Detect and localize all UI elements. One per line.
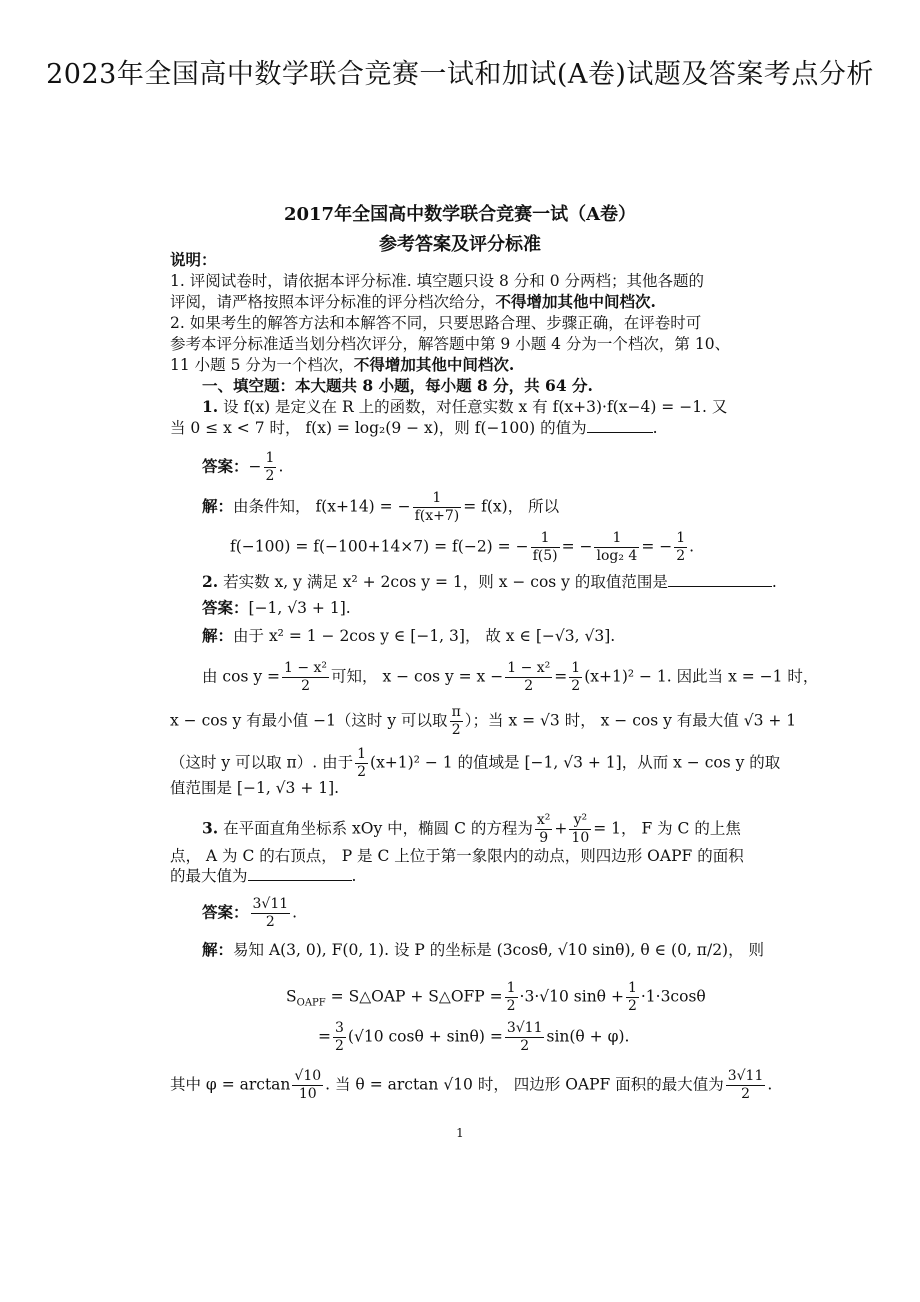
q1-solution-2: f(−100) = f(−100+14×7) = f(−2) = − $\frac{1}{f(5)}$ = − $\frac{1}{\text{log₂ 4}}$ = − $\frac{1}{2}$ . <box>230 530 695 564</box>
q2-solution-2: 由 cos y = $\frac{\text{1 − x²}}{2}$ 可知， x − cos y = x − $\frac{\text{1 − x²}}{2}$ = $\frac{1}{2}$ (x+1)² − 1. 因此当 x = −1 时， <box>202 660 819 694</box>
q3-line-1: 3. 在平面直角坐标系 xOy 中，椭圆 C 的方程为 $\frac{\text{x²}}{9}$ + $\frac{\text{y²}}{10}$ = 1， F 为 C 的上焦 <box>202 812 741 846</box>
section-title: 一、填空题：本大题共 8 小题，每小题 8 分，共 64 分. <box>202 376 593 395</box>
note-2-line-2: 参考本评分标准适当划分档次评分，解答题中第 9 小题 4 分为一个档次，第 10、 <box>170 335 731 353</box>
q1-answer: 答案：− $\frac{1}{2}$ . <box>202 450 284 484</box>
q2-solution-5: 值范围是 [−1, √3 + 1]. <box>170 779 340 797</box>
q3-solution-2: 其中 φ = arctan $\frac{√10}{10}$ . 当 θ = arctan √10 时， 四边形 OAPF 面积的最大值为 $\frac{3√11}{2}$ . <box>170 1068 773 1102</box>
q3-equation-2: = $\frac{3}{2}$ (√10 cosθ + sinθ) = $\frac{3√11}{2}$ sin(θ + φ). <box>318 1020 630 1054</box>
note-2-line-3: 11 小题 5 分为一个档次，不得增加其他中间档次. <box>170 355 515 374</box>
note-1-line-1: 1. 评阅试卷时，请依据本评分标准. 填空题只设 8 分和 0 分两档；其他各题的 <box>170 272 705 290</box>
q2-solution-4: （这时 y 可以取 π）. 由于 $\frac{1}{2}$ (x+1)² − 1 的值域是 [−1, √3 + 1]，从而 x − cos y 的取 <box>170 746 781 780</box>
note-2-line-1: 2. 如果考生的解答方法和本解答不同，只要思路合理、步骤正确，在评卷时可 <box>170 314 702 332</box>
q2-line-1: 2. 若实数 x, y 满足 x² + 2cos y = 1，则 x − cos y 的取值范围是 . <box>202 572 777 591</box>
q2-answer: 答案：[−1, √3 + 1]. <box>202 598 351 617</box>
page-header-title: 2023年全国高中数学联合竞赛一试和加试(A卷)试题及答案考点分析 <box>46 59 874 90</box>
notes-heading: 说明： <box>170 250 217 269</box>
q2-solution-3: x − cos y 有最小值 −1（这时 y 可以取 $\frac{\pi}{2}$ ）；当 x = √3 时， x − cos y 有最大值 √3 + 1 <box>170 704 797 738</box>
page-number: 1 <box>456 1126 464 1140</box>
q1-line-2: 当 0 ≤ x < 7 时， f(x) = log₂(9 − x)，则 f(−100) 的值为 . <box>170 419 658 437</box>
q3-solution-1: 解：易知 A(3, 0), F(0, 1). 设 P 的坐标是 (3cosθ, √10 sinθ), θ ∈ (0, π/2)， 则 <box>202 940 765 959</box>
q1-solution-1: 解：由条件知， f(x+14) = − $\frac{1}{f(x+7)}$ = f(x)， 所以 <box>202 490 560 524</box>
q2-solution-1: 解：由于 x² = 1 − 2cos y ∈ [−1, 3]， 故 x ∈ [−√3, √3]. <box>202 626 616 645</box>
q3-equation-1: $S_{OAPF}$ = S△OAP + S△OFP = $\frac{1}{2}$ ·3·√10 sinθ + $\frac{1}{2}$ ·1·3cosθ <box>286 980 706 1014</box>
q3-line-3: 的最大值为 . <box>170 867 357 885</box>
note-1-line-2: 评阅，请严格按照本评分标准的评分档次给分，不得增加其他中间档次. <box>170 292 656 311</box>
q3-answer: 答案： $\frac{3√11}{2}$ . <box>202 896 298 930</box>
document-subtitle: 参考答案及评分标准 <box>379 234 541 255</box>
document-title: 2017年全国高中数学联合竞赛一试（A卷） <box>283 204 637 225</box>
q3-line-2: 点， A 为 C 的右顶点， P 是 C 上位于第一象限内的动点，则四边形 OAPF 的面积 <box>170 847 744 865</box>
q1-line-1: 1. 设 f(x) 是定义在 R 上的函数，对任意实数 x 有 f(x+3)·f(x−4) = −1. 又 <box>202 397 728 416</box>
